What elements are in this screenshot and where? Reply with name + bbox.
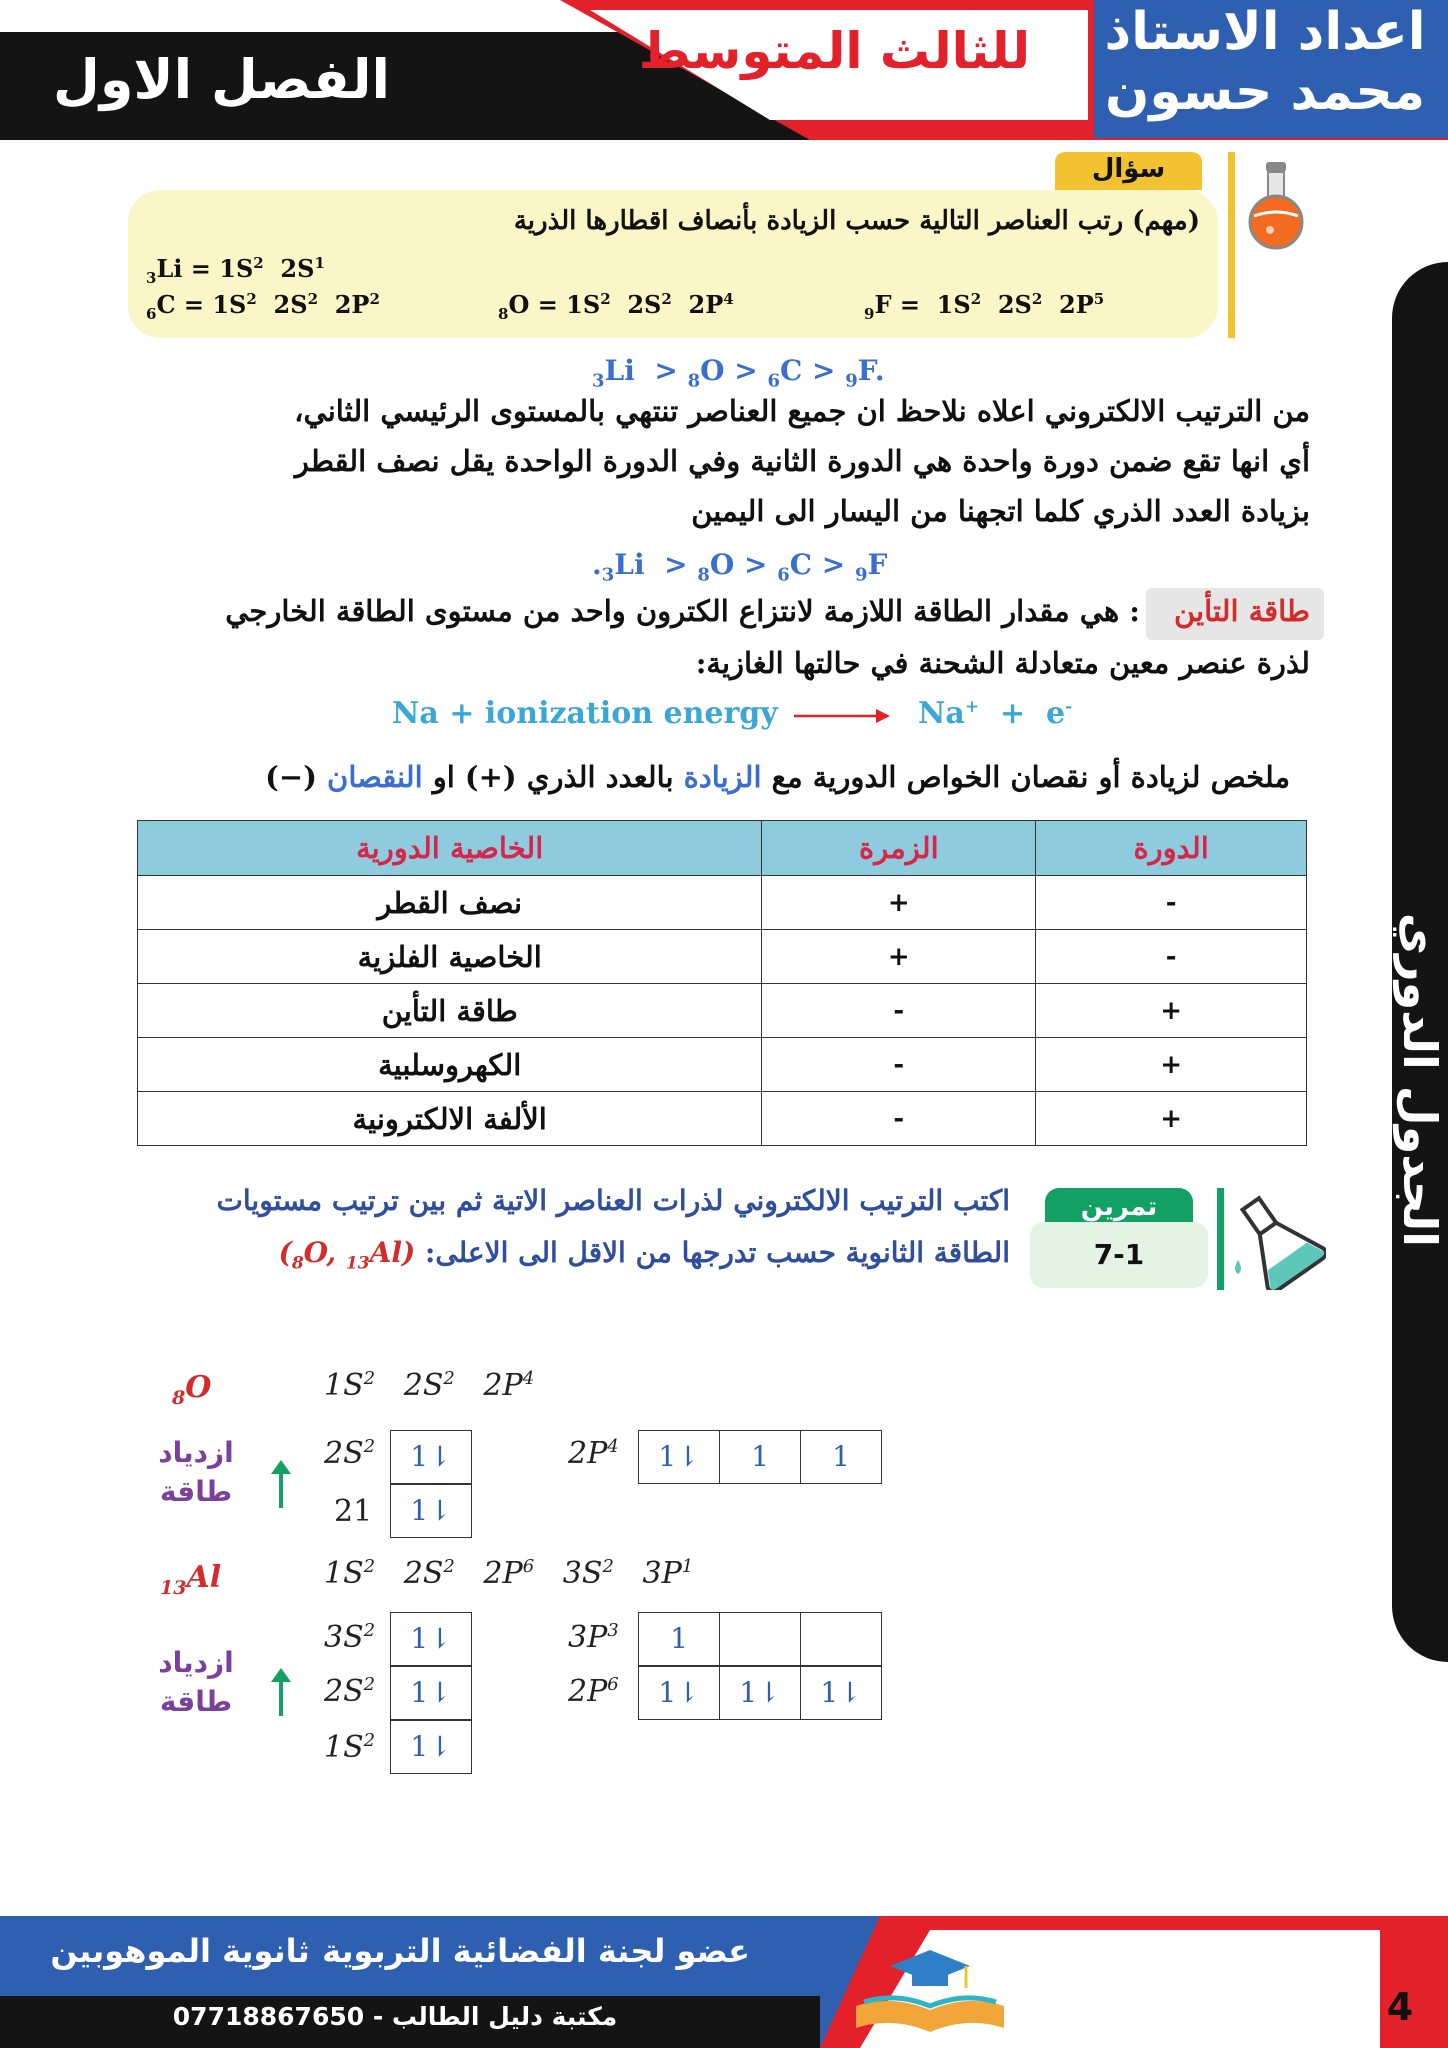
up-arrow-icon bbox=[268, 1458, 294, 1510]
energy-label-aluminum bbox=[146, 1646, 246, 1718]
lab-flask-icon bbox=[1226, 1190, 1326, 1290]
al-1s-box: 1⇂ bbox=[390, 1720, 472, 1774]
o-2s-label: $2S^2$ bbox=[324, 1436, 376, 1471]
footer-library: مكتبة دليل الطالب - 07718867650 bbox=[172, 2002, 618, 2031]
exercise-line2 bbox=[279, 1236, 1010, 1274]
ionization-term: طاقة التأين bbox=[1173, 594, 1310, 628]
table-row bbox=[138, 1038, 1307, 1092]
properties-table bbox=[137, 820, 1307, 1146]
energy-label-line1: ازدياد bbox=[158, 1646, 234, 1679]
summary-text-b: بالعدد الذري (+) او bbox=[432, 760, 674, 794]
summary-text-c: (−) bbox=[265, 760, 317, 794]
graduation-book-icon bbox=[846, 1944, 1014, 2040]
group-cell: - bbox=[762, 984, 1036, 1038]
al-2p-label: $2P^6$ bbox=[568, 1674, 619, 1709]
header-divider bbox=[1088, 0, 1094, 138]
al-3p-box-2 bbox=[719, 1612, 801, 1666]
group-cell: + bbox=[762, 930, 1036, 984]
exercise-tab-label: تمرين bbox=[1080, 1192, 1158, 1222]
config-f: $_9F = 1S^2$ $2S^2$ $2P^5$ bbox=[864, 290, 1105, 323]
table-row bbox=[138, 984, 1307, 1038]
aluminum-label: $_{13}$Al bbox=[160, 1560, 222, 1599]
period-cell: + bbox=[1036, 1092, 1307, 1146]
footer-school: ثانوية الموهوبين bbox=[50, 1932, 310, 1970]
ionization-def-line1: : هي مقدار الطاقة اللازمة لانتزاع الكترون واحد من مستوى الطاقة الخارجي bbox=[225, 594, 1140, 628]
al-2s-label: $2S^2$ bbox=[324, 1674, 376, 1709]
config-o: $_8O = 1S^2$ $2S^2$ $2P^4$ bbox=[498, 290, 734, 323]
ionization-eq-left: Na + ionization energy bbox=[392, 696, 778, 731]
o-2p-box-1: 1⇂ bbox=[638, 1430, 720, 1484]
author-line1: اعداد الاستاذ bbox=[1104, 2, 1426, 62]
answer-line2: أي انها تقع ضمن دورة واحدة هي الدورة الثانية وفي الدورة الواحدة يقل نصف القطر bbox=[294, 444, 1310, 478]
chapter-label: الفصل الاول bbox=[53, 48, 390, 111]
summary-line bbox=[265, 760, 1290, 794]
property-cell: الألفة الالكترونية bbox=[138, 1092, 762, 1146]
al-1s-label: $1S^2$ bbox=[324, 1730, 376, 1765]
table-row bbox=[138, 930, 1307, 984]
al-3p-label: $3P^3$ bbox=[568, 1620, 619, 1655]
al-3s-label: $3S^2$ bbox=[324, 1620, 376, 1655]
question-tab-label: سؤال bbox=[1091, 154, 1166, 184]
config-li: $_3Li = 1S^2$ $2S^1$ bbox=[146, 254, 325, 287]
exercise-line1: اكتب الترتيب الالكتروني لذرات العناصر الاتية ثم بين ترتيب مستويات bbox=[216, 1184, 1010, 1217]
period-cell: + bbox=[1036, 984, 1307, 1038]
o-2p-box-3: 1 bbox=[800, 1430, 882, 1484]
group-cell: - bbox=[762, 1038, 1036, 1092]
al-3p-box-3 bbox=[800, 1612, 882, 1666]
energy-label-line1: ازدياد bbox=[158, 1436, 234, 1469]
header-period: الدورة bbox=[1036, 821, 1307, 876]
o-1s-label: 21 bbox=[334, 1494, 373, 1529]
side-tab-title: الجدول الدوري bbox=[1393, 912, 1447, 1248]
answer-line3: بزيادة العدد الذري كلما اتجهنا من اليسار الى اليمين bbox=[691, 494, 1310, 528]
answer-line1: من الترتيب الالكتروني اعلاه نلاحظ ان جميع العناصر تنتهي بالمستوى الرئيسي الثاني، bbox=[294, 394, 1310, 428]
energy-label-oxygen bbox=[146, 1436, 246, 1508]
group-cell: + bbox=[762, 876, 1036, 930]
energy-label-line2: طاقة bbox=[159, 1685, 233, 1718]
summary-increase: الزيادة bbox=[683, 760, 762, 794]
up-arrow-icon bbox=[268, 1666, 294, 1718]
period-cell: - bbox=[1036, 930, 1307, 984]
period-cell: - bbox=[1036, 876, 1307, 930]
al-2s-box: 1⇂ bbox=[390, 1666, 472, 1720]
ionization-def-line2: لذرة عنصر معين متعادلة الشحنة في حالتها الغازية: bbox=[695, 646, 1310, 680]
exercise-number: 7-1 bbox=[1093, 1238, 1145, 1271]
o-2p-label: $2P^4$ bbox=[568, 1436, 619, 1471]
summary-text-a: ملخص لزيادة أو نقصان الخواص الدورية مع bbox=[771, 760, 1290, 794]
table-row bbox=[138, 1092, 1307, 1146]
question-bar bbox=[1228, 152, 1235, 338]
group-cell: - bbox=[762, 1092, 1036, 1146]
author-line2: محمد حسون bbox=[1104, 62, 1426, 122]
flask-icon bbox=[1244, 158, 1308, 254]
property-cell: الكهروسلبية bbox=[138, 1038, 762, 1092]
arrow-right-icon bbox=[792, 704, 892, 728]
aluminum-config: $1S^2$ $2S^2$ $2P^6$ $3S^2$ $3P^1$ bbox=[324, 1556, 694, 1591]
radius-order-1: $_3$Li > $_8$O > $_6$C > $_9$F. bbox=[592, 354, 885, 392]
summary-decrease: النقصان bbox=[327, 760, 423, 794]
al-2p-box-1: 1⇂ bbox=[638, 1666, 720, 1720]
oxygen-config: $1S^2$ $2S^2$ $2P^4$ bbox=[324, 1368, 535, 1403]
al-2p-box-3: 1⇂ bbox=[800, 1666, 882, 1720]
period-cell: + bbox=[1036, 1038, 1307, 1092]
footer-committee: عضو لجنة الفضائية التربوية bbox=[322, 1932, 750, 1970]
o-2s-box: 1⇂ bbox=[390, 1430, 472, 1484]
ionization-eq-right: Na+ + e- bbox=[918, 696, 1073, 731]
table-header-row bbox=[138, 821, 1307, 876]
property-cell: طاقة التأين bbox=[138, 984, 762, 1038]
grade-label: للثالث المتوسط bbox=[638, 22, 1030, 80]
oxygen-label: $_8$O bbox=[172, 1370, 212, 1409]
page-number: 4 bbox=[1386, 1985, 1414, 2029]
energy-label-line2: طاقة bbox=[159, 1475, 233, 1508]
question-prompt: (مهم) رتب العناصر التالية حسب الزيادة بأنصاف اقطارها الذرية bbox=[513, 206, 1200, 236]
header-group: الزمرة bbox=[762, 821, 1036, 876]
exercise-elements: ($_8O$, $_{13}$Al) bbox=[278, 1236, 416, 1274]
o-2p-box-2: 1 bbox=[719, 1430, 801, 1484]
table-row bbox=[138, 876, 1307, 930]
exercise-bar bbox=[1217, 1188, 1224, 1290]
al-3p-box-1: 1 bbox=[638, 1612, 720, 1666]
al-2p-box-2: 1⇂ bbox=[719, 1666, 801, 1720]
radius-order-2: $._3Li > _8O > _6C > _9F$ bbox=[592, 548, 888, 586]
exercise-line2-text: الطاقة الثانوية حسب تدرجها من الاقل الى الاعلى: bbox=[424, 1236, 1010, 1269]
o-1s-box: 1⇂ bbox=[390, 1484, 472, 1538]
header-property: الخاصية الدورية bbox=[138, 821, 762, 876]
property-cell: الخاصية الفلزية bbox=[138, 930, 762, 984]
config-c: $_6C = 1S^2$ $2S^2$ $2P^2$ bbox=[146, 290, 380, 323]
property-cell: نصف القطر bbox=[138, 876, 762, 930]
al-3s-box: 1⇂ bbox=[390, 1612, 472, 1666]
